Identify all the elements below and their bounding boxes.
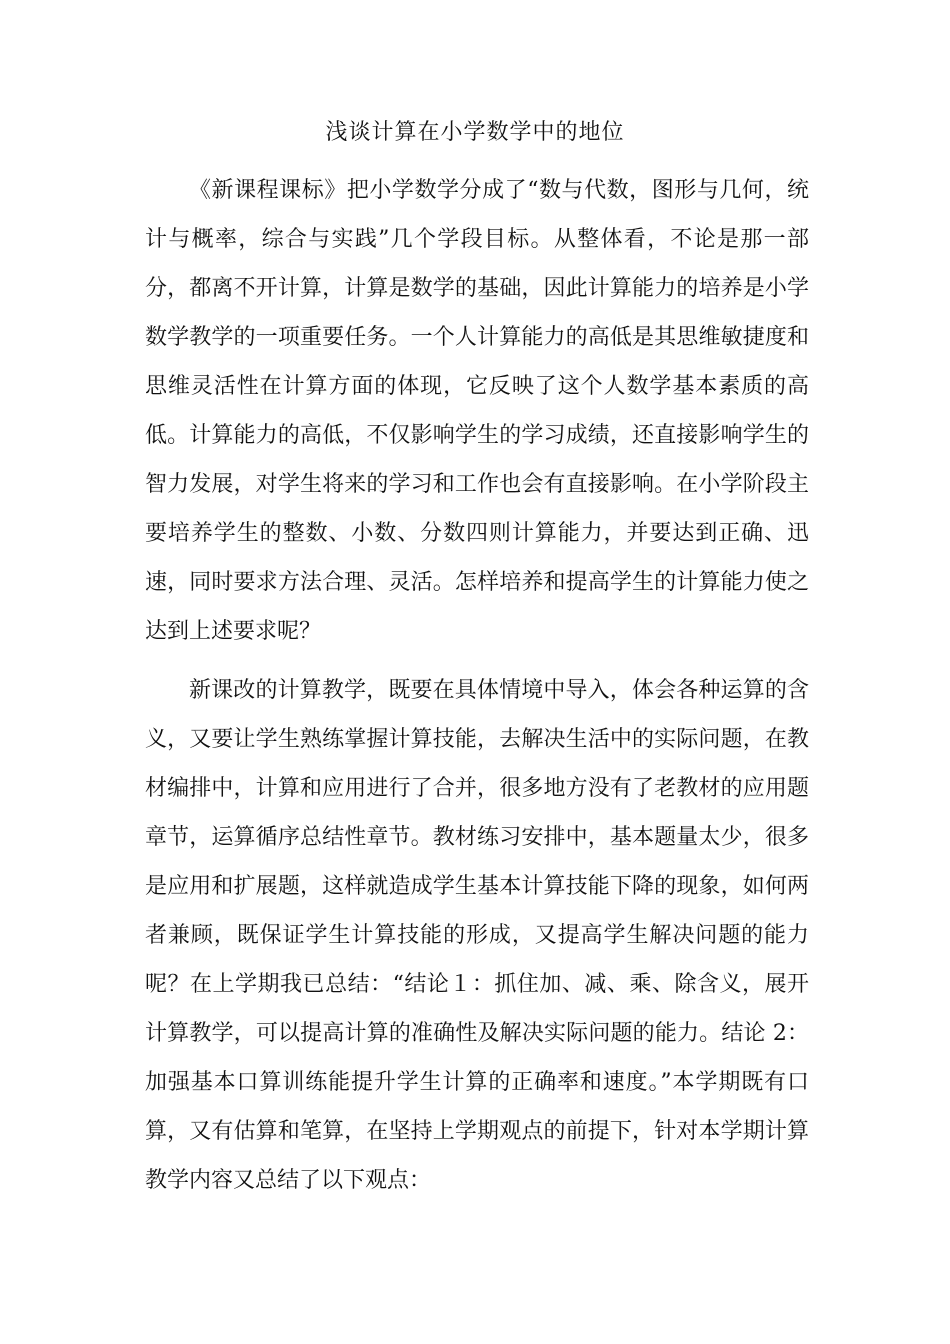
paragraph-1: 《新课程课标》把小学数学分成了“数与代数，图形与几何，统计与概率，综合与实践”几个学段目标。从整体看，不论是那一部分，都离不开计算，计算是数学的基础，因此计算能力的培养是小学数学教学的一项重要任务。一个人计算能力的高低是其思维敏捷度和思维灵活性在计算方面的体现，它反映了这个人数学基本素质的高低。计算能力的高低，不仅影响学生的学习成绩，还直接影响学生的智力发展，对学生将来的学习和工作也会有直接影响。在小学阶段主要培养学生的整数、小数、分数四则计算能力，并要达到正确、迅速，同时要求方法合理、灵活。怎样培养和提高学生的计算能力使之达到上述要求呢？ — [145, 178, 809, 644]
document-title: 浅谈计算在小学数学中的地位 — [325, 120, 625, 145]
paragraph-2: 新课改的计算教学，既要在具体情境中导入，体会各种运算的含义，又要让学生熟练掌握计算技能，去解决生活中的实际问题，在教材编排中，计算和应用进行了合并，很多地方没有了老教材的应用题章节，运算循序总结性章节。教材练习安排中，基本题量太少，很多是应用和扩展题，这样就造成学生基本计算技能下降的现象，如何两者兼顾，既保证学生计算技能的形成，又提高学生解决问题的能力呢？在上学期我已总结：“结论１：抓住加、减、乘、除含义，展开计算教学，可以提高计算的准确性及解决实际问题的能力。结论 2：加强基本口算训练能提升学生计算的正确率和速度。”本学期既有口算，又有估算和笔算，在坚持上学期观点的前提下，针对本学期计算教学内容又总结了以下观点： — [145, 678, 809, 1193]
